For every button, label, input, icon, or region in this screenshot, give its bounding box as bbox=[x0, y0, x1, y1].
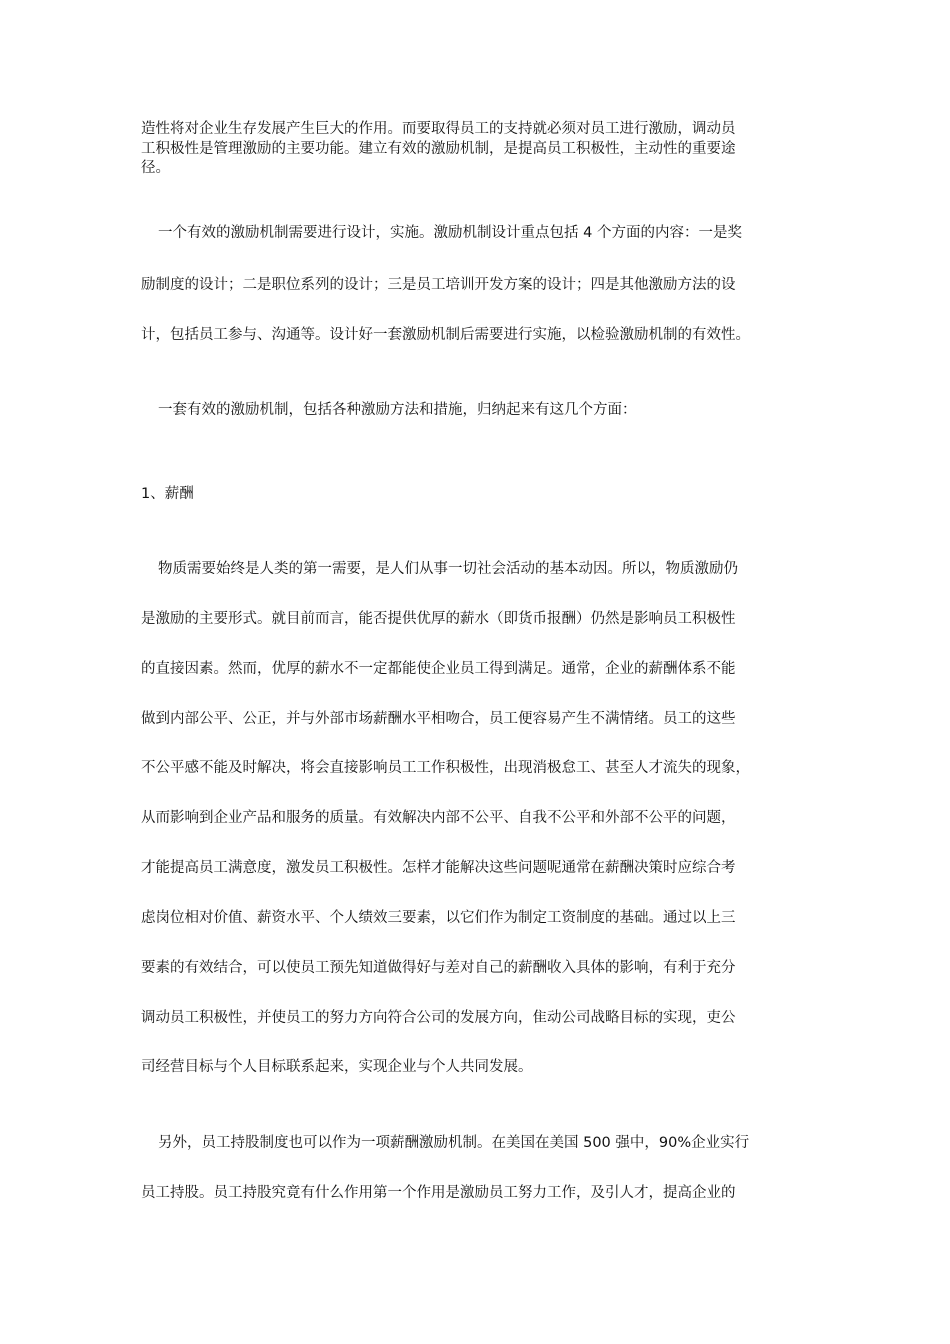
salary-line: 调动员工积极性，并使员工的努力方向符合公司的发展方向，隹动公司战略目标的实现，吏公 bbox=[141, 1010, 736, 1026]
design-line: 计，包括员工参与、沟通等。设计好一套激励机制后需要进行实施，以检验激励机制的有效性。 bbox=[141, 327, 750, 343]
intro-line: 径。 bbox=[141, 160, 170, 176]
salary-line: 虑岗位相对价值、薪资水平、个人绩效三要素，以它们作为制定工资制度的基础。通过以上三 bbox=[141, 910, 736, 926]
stock-line: 员工持股。员工持股究竟有什么作用第一个作用是激励员工努力工作，及引人才，提高企业的 bbox=[141, 1185, 736, 1201]
salary-line: 才能提高员工满意度，激发员工积极性。怎样才能解决这些问题呢通常在薪酬决策时应综合考 bbox=[141, 860, 736, 876]
design-line: 一个有效的激励机制需要进行设计，实施。激励机制设计重点包括 4 个方面的内容：一是奖 bbox=[158, 225, 742, 241]
salary-line: 不公平感不能及时解决，将会直接影响员工工作积极性，出现消极怠工、甚至人才流失的现象， bbox=[141, 760, 750, 776]
summary-line: 一套有效的激励机制，包括各种激励方法和措施，归纳起来有这几个方面： bbox=[158, 402, 637, 418]
salary-line: 的直接因素。然而，优厚的薪水不一定都能使企业员工得到满足。通常，企业的薪酬体系不能 bbox=[141, 661, 736, 677]
salary-line: 要素的有效结合，可以使员工预先知道做得好与差对自己的薪酬收入具体的影响，有利于充分 bbox=[141, 960, 736, 976]
salary-line: 从而影响到企业产品和服务的质量。有效解决内部不公平、自我不公平和外部不公平的问题， bbox=[141, 810, 736, 826]
salary-line: 做到内部公平、公正，并与外部市场薪酬水平相吻合，员工便容易产生不满情绪。员工的这些 bbox=[141, 711, 736, 727]
stock-line: 另外，员工持股制度也可以作为一项薪酬激励机制。在美国在美国 500 强中，90%企业实行 bbox=[158, 1135, 750, 1151]
salary-line: 是激励的主要形式。就目前而言，能否提供优厚的薪水（即货币报酬）仍然是影响员工积极性 bbox=[141, 611, 736, 627]
design-line: 励制度的设计；二是职位系列的设计；三是员工培训开发方案的设计；四是其他激励方法的设 bbox=[141, 277, 736, 293]
salary-line: 物质需要始终是人类的第一需要，是人们从事一切社会活动的基本动因。所以，物质激励仍 bbox=[158, 561, 738, 577]
intro-line: 工积极性是管理激励的主要功能。建立有效的激励机制，是提高员工积极性，主动性的重要途 bbox=[141, 141, 736, 157]
intro-line: 造性将对企业生存发展产生巨大的作用。而要取得员工的支持就必须对员工进行激励，调动员 bbox=[141, 121, 736, 137]
salary-line: 司经营目标与个人目标联系起来，实现企业与个人共同发展。 bbox=[141, 1059, 533, 1075]
section-heading: 1、薪酬 bbox=[141, 486, 194, 502]
